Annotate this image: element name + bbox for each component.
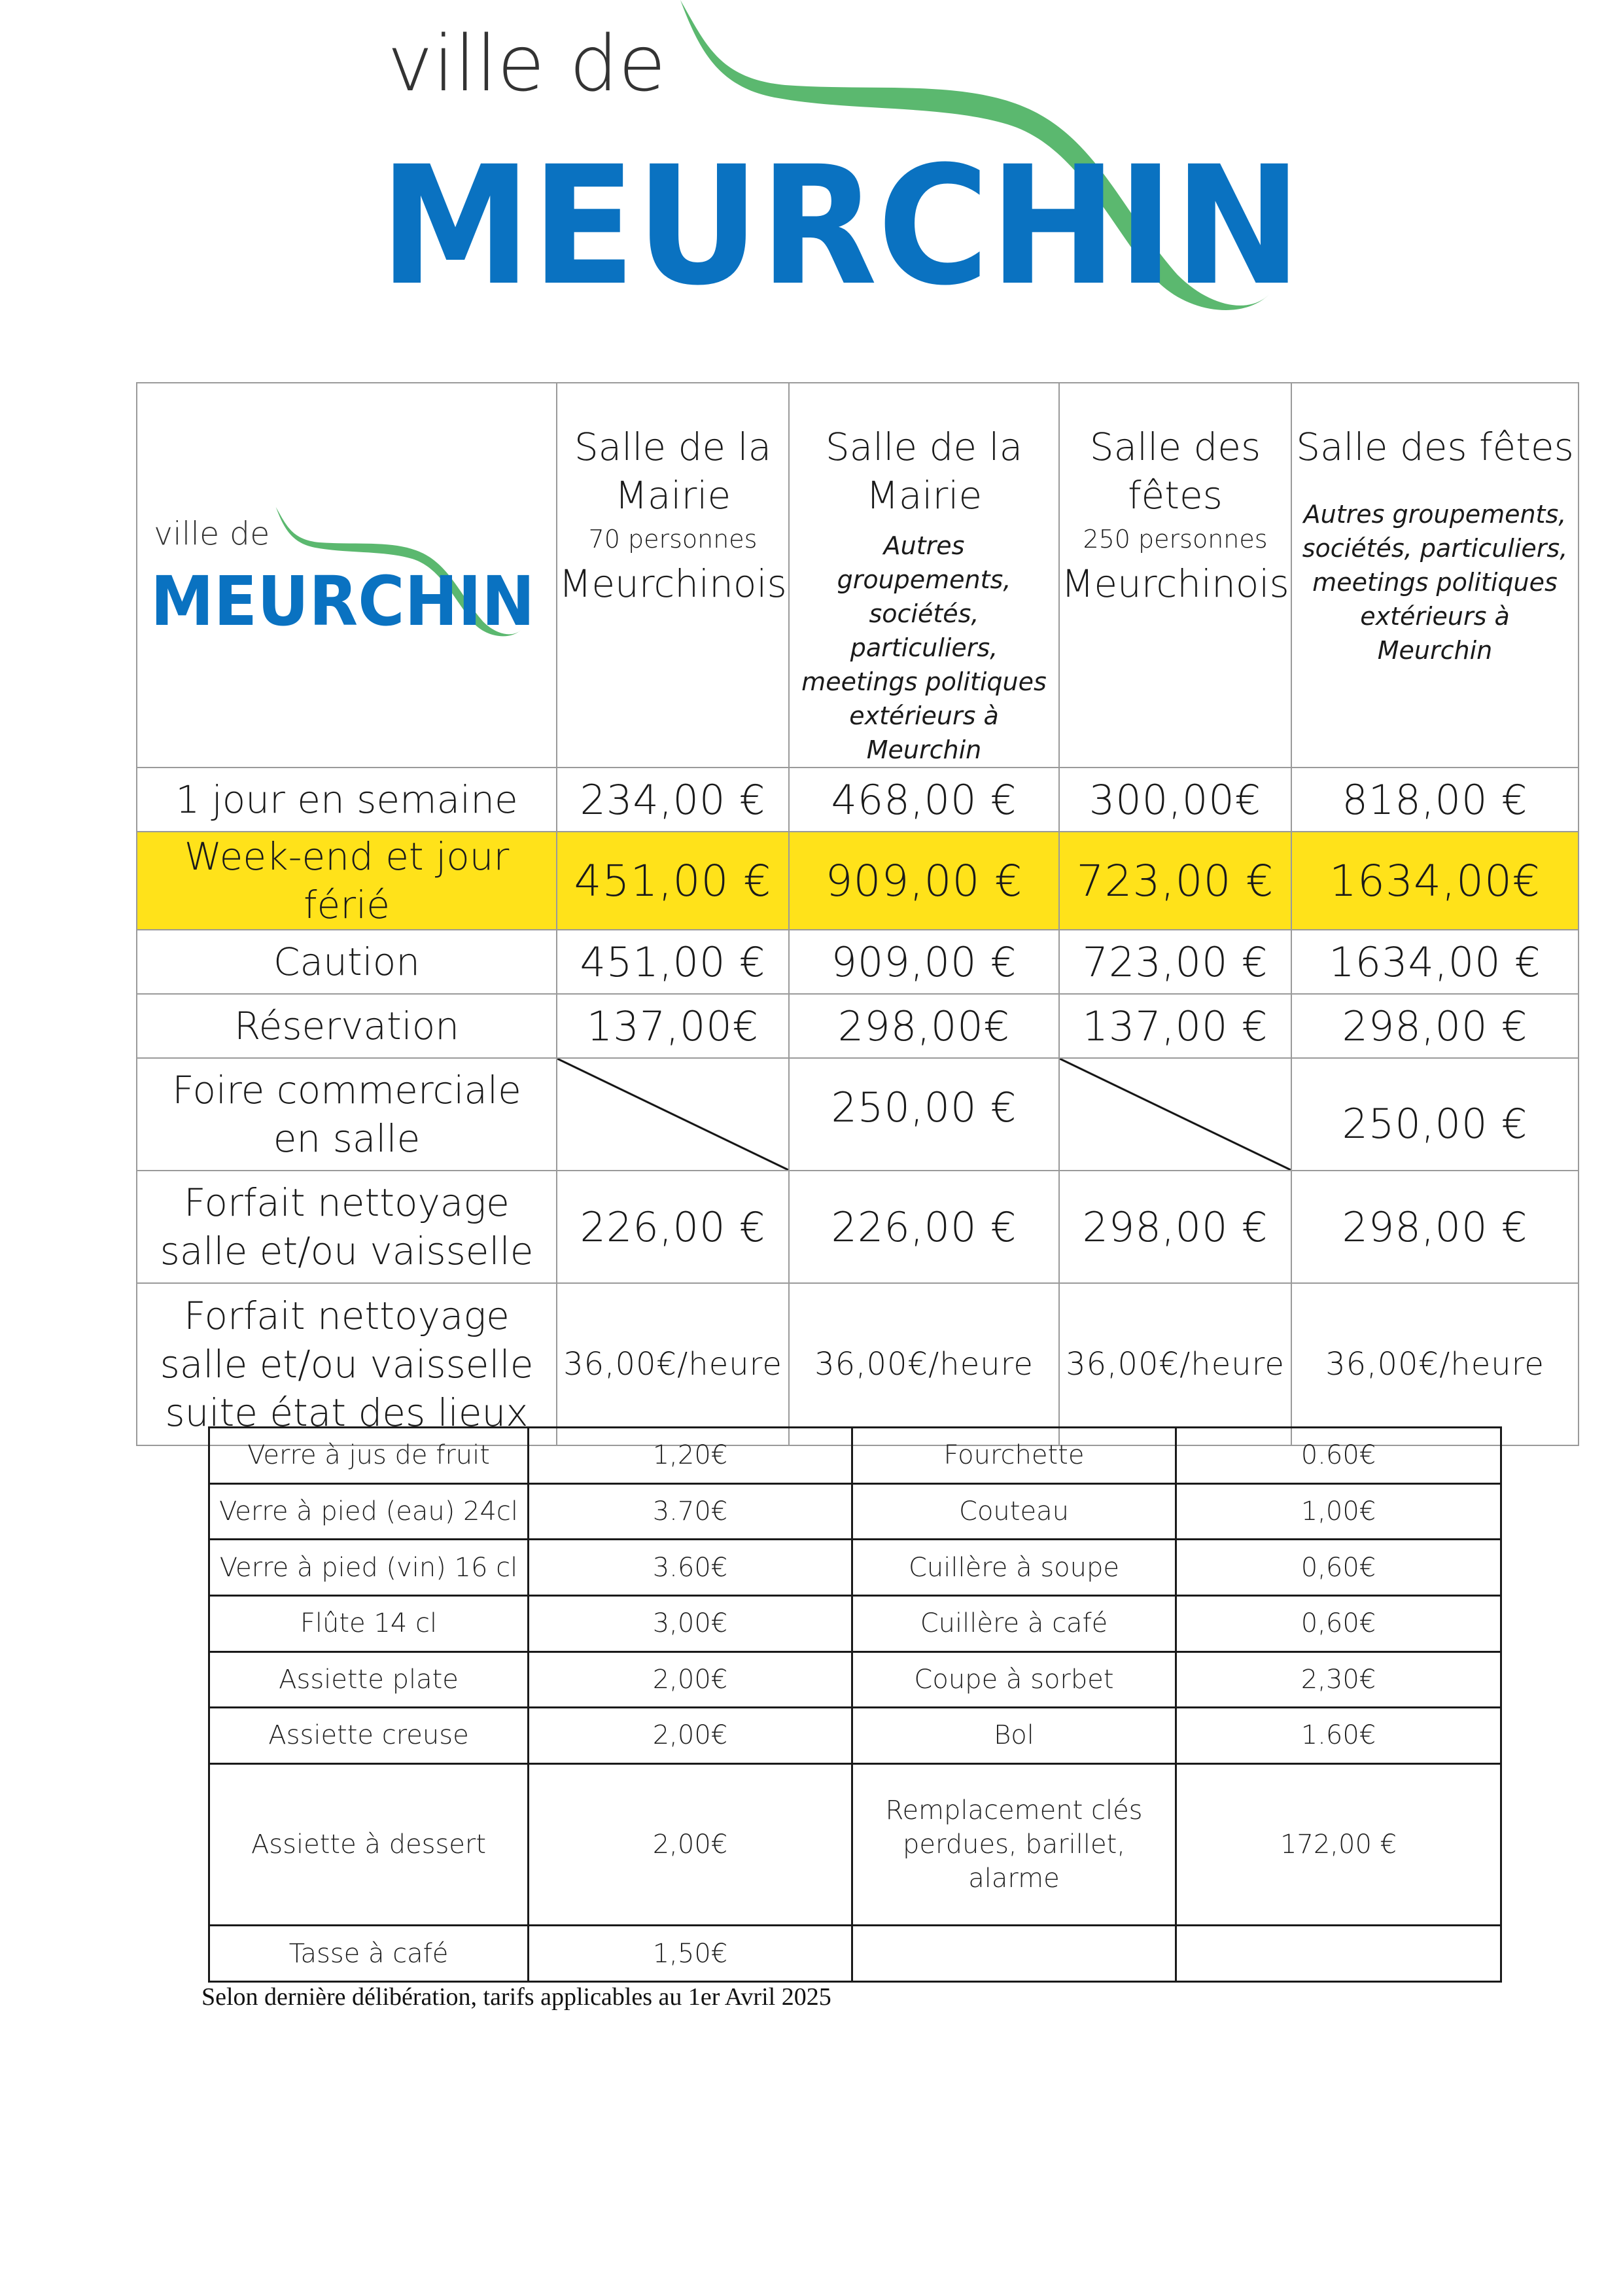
price-cell: 250,00 € <box>1291 1058 1579 1171</box>
price-cell: 909,00 € <box>789 832 1059 930</box>
footnote: Selon dernière délibération, tarifs applicables au 1er Avril 2025 <box>201 1983 831 2011</box>
equipment-price: 3.60€ <box>529 1540 852 1596</box>
row-label: Réservation <box>137 994 557 1058</box>
price-cell: 300,00€ <box>1059 768 1291 832</box>
equipment-price: 172,00 € <box>1176 1763 1501 1926</box>
meurchin-logo-graphic <box>379 0 1321 327</box>
row-label: 1 jour en semaine <box>137 768 557 832</box>
equipment-price: 1.60€ <box>1176 1708 1501 1764</box>
logo-prefix: ville de <box>387 18 666 109</box>
table-row <box>137 768 1579 832</box>
price-cell: 1634,00 € <box>1291 930 1579 994</box>
hall-description: Autres groupements, sociétés, particuliers, meetings politiques extérieurs à Meurchin <box>801 531 1047 764</box>
price-cell: 298,00€ <box>789 994 1059 1058</box>
equipment-price: 1,20€ <box>529 1428 852 1484</box>
equipment-item: Fourchette <box>852 1428 1176 1484</box>
row-label: Forfait nettoyage salle et/ou vaisselle suite état des lieux <box>137 1283 557 1445</box>
row-label: Caution <box>137 930 557 994</box>
table-logo-prefix: ville de <box>154 514 270 553</box>
equipment-item: Remplacement clés perdues, barillet, alarme <box>852 1763 1176 1926</box>
price-cell: 36,00€/heure <box>557 1283 789 1445</box>
equipment-price: 3.70€ <box>529 1483 852 1540</box>
row-label: Foire commerciale en salle <box>137 1058 557 1171</box>
table-row <box>209 1926 1501 1982</box>
header-logo <box>379 0 1321 327</box>
equipment-item: Flûte 14 cl <box>209 1595 529 1651</box>
table-row <box>137 994 1579 1058</box>
table-row <box>137 1058 1579 1171</box>
price-cell: 451,00 € <box>557 930 789 994</box>
not-applicable-cell <box>1059 1058 1291 1171</box>
equipment-item: Cuillère à soupe <box>852 1540 1176 1596</box>
table-row <box>209 1763 1501 1926</box>
hall-description: Autres groupements, sociétés, particuliers, meetings politiques extérieurs à Meurchin <box>1302 500 1568 665</box>
equipment-item: Verre à jus de fruit <box>209 1428 529 1484</box>
table-row <box>209 1540 1501 1596</box>
hall-audience: Meurchinois <box>559 561 787 606</box>
hall-capacity: 70 personnes <box>588 525 758 554</box>
equipment-price: 0,60€ <box>1176 1595 1501 1651</box>
hall-header-1 <box>557 383 789 768</box>
table-row <box>209 1483 1501 1540</box>
price-cell: 137,00 € <box>1059 994 1291 1058</box>
equipment-price <box>1176 1926 1501 1982</box>
hall-header-3 <box>1059 383 1291 768</box>
table-logo-name: MEURCHIN <box>150 561 535 641</box>
price-cell: 36,00€/heure <box>789 1283 1059 1445</box>
hall-name: Salle des fêtes <box>1296 425 1574 469</box>
price-cell: 298,00 € <box>1291 1171 1579 1283</box>
equipment-item: Assiette plate <box>209 1651 529 1708</box>
hall-name: Salle de la Mairie <box>825 425 1023 518</box>
price-cell: 723,00 € <box>1059 930 1291 994</box>
price-table <box>136 382 1579 1446</box>
table-logo-cell <box>137 383 557 768</box>
price-cell: 250,00 € <box>789 1058 1059 1171</box>
hall-header-2 <box>789 383 1059 768</box>
not-applicable-cell <box>557 1058 789 1171</box>
equipment-item: Verre à pied (eau) 24cl <box>209 1483 529 1540</box>
equipment-price: 0.60€ <box>1176 1428 1501 1484</box>
price-cell: 451,00 € <box>557 832 789 930</box>
price-cell: 36,00€/heure <box>1059 1283 1291 1445</box>
table-row <box>209 1651 1501 1708</box>
equipment-price: 2,00€ <box>529 1708 852 1764</box>
row-label: Forfait nettoyage salle et/ou vaisselle <box>137 1171 557 1283</box>
equipment-item: Assiette creuse <box>209 1708 529 1764</box>
price-cell: 36,00€/heure <box>1291 1283 1579 1445</box>
equipment-price: 1,50€ <box>529 1926 852 1982</box>
price-cell: 137,00€ <box>557 994 789 1058</box>
equipment-item: Verre à pied (vin) 16 cl <box>209 1540 529 1596</box>
equipment-item: Assiette à dessert <box>209 1763 529 1926</box>
equipment-item: Couteau <box>852 1483 1176 1540</box>
equipment-table <box>208 1426 1502 1983</box>
price-table-header-row <box>137 383 1579 768</box>
price-cell: 226,00 € <box>789 1171 1059 1283</box>
equipment-item: Bol <box>852 1708 1176 1764</box>
table-row-highlighted <box>137 832 1579 930</box>
equipment-price: 2,30€ <box>1176 1651 1501 1708</box>
equipment-price: 2,00€ <box>529 1651 852 1708</box>
table-row <box>209 1708 1501 1764</box>
equipment-item: Cuillère à café <box>852 1595 1176 1651</box>
row-label: Week-end et jour férié <box>137 832 557 930</box>
hall-header-4 <box>1291 383 1579 768</box>
equipment-price: 3,00€ <box>529 1595 852 1651</box>
equipment-item <box>852 1926 1176 1982</box>
price-cell: 298,00 € <box>1059 1171 1291 1283</box>
equipment-item: Coupe à sorbet <box>852 1651 1176 1708</box>
hall-capacity: 250 personnes <box>1083 525 1268 554</box>
table-row <box>137 1171 1579 1283</box>
hall-name: Salle des fêtes <box>1089 425 1261 518</box>
equipment-price: 2,00€ <box>529 1763 852 1926</box>
table-row <box>209 1428 1501 1484</box>
hall-audience: Meurchinois <box>1061 561 1289 606</box>
table-row <box>209 1595 1501 1651</box>
price-cell: 909,00 € <box>789 930 1059 994</box>
price-cell: 226,00 € <box>557 1171 789 1283</box>
equipment-item: Tasse à café <box>209 1926 529 1982</box>
equipment-price: 1,00€ <box>1176 1483 1501 1540</box>
table-row <box>137 1283 1579 1445</box>
price-cell: 468,00 € <box>789 768 1059 832</box>
logo-name: MEURCHIN <box>379 131 1302 321</box>
table-logo <box>150 490 543 660</box>
price-cell: 1634,00€ <box>1291 832 1579 930</box>
price-cell: 234,00 € <box>557 768 789 832</box>
price-cell: 818,00 € <box>1291 768 1579 832</box>
price-cell: 298,00 € <box>1291 994 1579 1058</box>
price-cell: 723,00 € <box>1059 832 1291 930</box>
table-row <box>137 930 1579 994</box>
equipment-price: 0,60€ <box>1176 1540 1501 1596</box>
hall-name: Salle de la Mairie <box>574 425 772 518</box>
